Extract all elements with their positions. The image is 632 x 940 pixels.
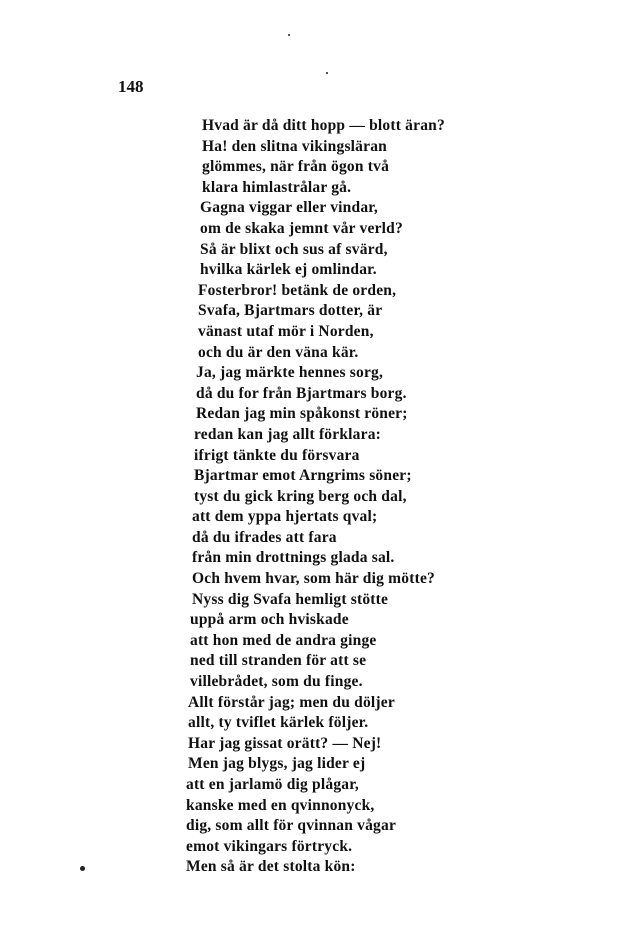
poem-line: vänast utaf mör i Norden, [198, 322, 374, 340]
poem-line: Ja, jag märkte hennes sorg, [196, 364, 384, 382]
poem-line: Men så är det stolta kön: [186, 858, 356, 876]
poem-line: emot vikingars förtryck. [186, 837, 353, 855]
poem-line: Redan jag min spåkonst röner; [196, 405, 408, 423]
poem-line: ifrigt tänkte du försvara [194, 446, 360, 464]
poem-line: Gagna viggar eller vindar, [200, 199, 379, 217]
poem-line: redan kan jag allt förklara: [194, 425, 382, 443]
poem-line: och du är den väna kär. [198, 343, 359, 361]
scan-speck [326, 72, 328, 74]
scan-speck [80, 866, 85, 871]
poem-line: Så är blixt och sus af svärd, [200, 240, 388, 258]
poem-line: Svafa, Bjartmars dotter, är [198, 302, 383, 320]
poem-line: tyst du gick kring berg och dal, [194, 487, 407, 505]
poem-line: Allt förstår jag; men du döljer [188, 693, 395, 711]
poem-line: då du for från Bjartmars borg. [196, 384, 407, 402]
poem-line: om de skaka jemnt vår verld? [200, 219, 403, 237]
poem-line: klara himlastrålar gå. [202, 178, 352, 196]
page-number: 148 [118, 77, 144, 96]
poem-line: ned till stranden för att se [190, 652, 367, 670]
poem-line: allt, ty tviflet kärlek följer. [188, 714, 369, 732]
poem-line: kanske med en qvinnonyck, [186, 796, 375, 814]
poem-line: Nyss dig Svafa hemligt stötte [192, 590, 389, 608]
poem-line: Fosterbror! betänk de orden, [198, 281, 397, 299]
poem-line: hvilka kärlek ej omlindar. [200, 261, 377, 279]
poem-line: då du ifrades att fara [192, 528, 337, 546]
poem-line: villebrådet, som du finge. [190, 673, 363, 691]
poem-line: att hon med de andra ginge [190, 631, 377, 649]
poem-text [186, 116, 626, 878]
poem-line: från min drottnings glada sal. [192, 549, 395, 567]
poem-line: Hvad är då ditt hopp — blott äran? [202, 117, 445, 134]
poem-line: Har jag gissat orätt? — Nej! [188, 734, 382, 752]
poem-line: uppå arm och hviskade [190, 611, 349, 629]
poem-line: Ha! den slitna vikingsläran [202, 137, 387, 155]
poem-line: Bjartmar emot Arngrims söner; [194, 467, 412, 485]
poem-line: Men jag blygs, jag lider ej [188, 755, 366, 773]
poem-line: Och hvem hvar, som här dig mötte? [192, 570, 435, 588]
poem-line: att dem yppa hjertats qval; [192, 508, 378, 526]
scan-speck [288, 34, 290, 36]
poem-line: dig, som allt för qvinnan vågar [186, 817, 397, 835]
poem-line: glömmes, när från ögon två [202, 158, 390, 176]
poem-line: att en jarlamö dig plågar, [186, 776, 359, 793]
